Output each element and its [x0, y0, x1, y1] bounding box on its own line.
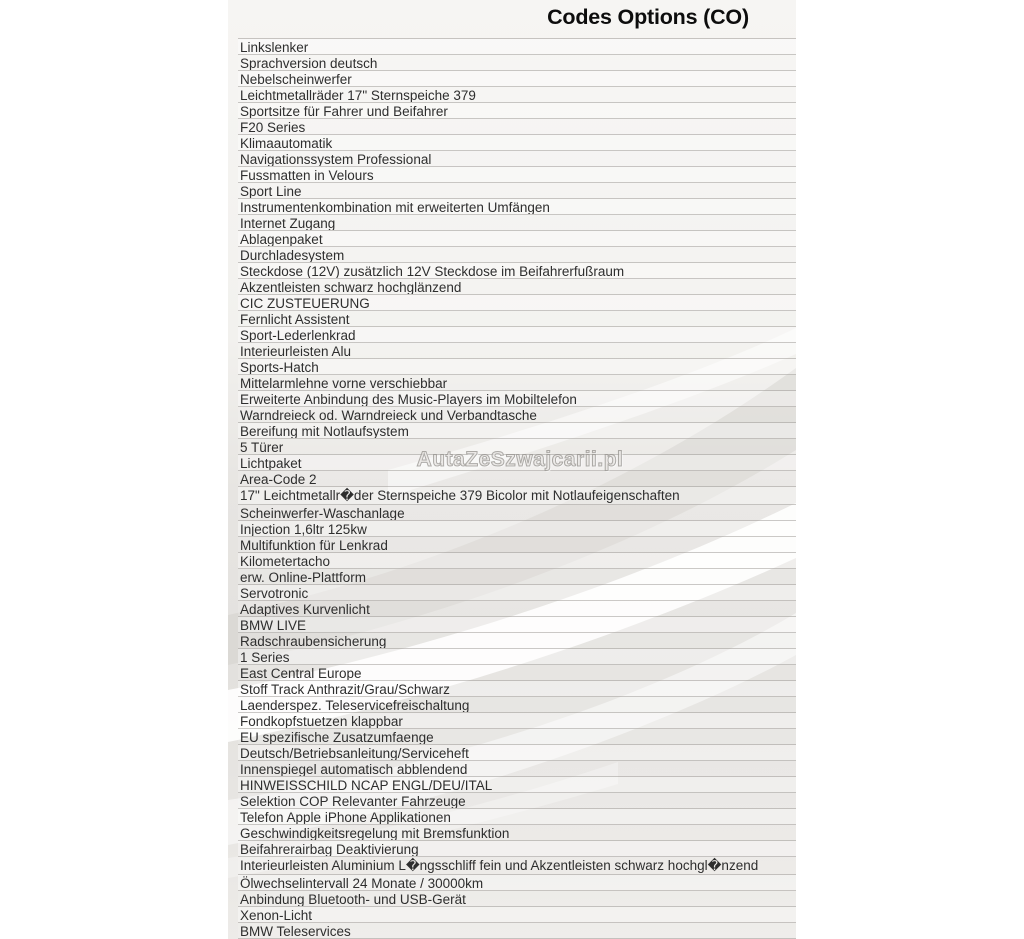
option-row: [238, 729, 796, 745]
page-title: Codes Options (CO): [547, 5, 749, 29]
option-row: [238, 569, 796, 585]
option-row: [238, 875, 796, 891]
option-label: BMW Teleservices: [240, 924, 351, 939]
option-row: [238, 391, 796, 407]
option-label: F20 Series: [240, 120, 306, 135]
option-label: Geschwindigkeitsregelung mit Bremsfunktion: [240, 826, 510, 841]
option-label: Anbindung Bluetooth- und USB-Gerät: [240, 892, 466, 907]
option-row: [238, 825, 796, 841]
option-label: Servotronic: [240, 586, 309, 601]
watermark: AutaZeSzwajcarii.pl: [416, 448, 624, 471]
option-row: [238, 777, 796, 793]
option-row: [238, 343, 796, 359]
option-label: Fussmatten in Velours: [240, 168, 374, 183]
option-label: Laenderspez. Teleservicefreischaltung: [240, 698, 470, 713]
option-row: [238, 215, 796, 231]
option-label: Adaptives Kurvenlicht: [240, 602, 370, 617]
option-label: Ölwechselintervall 24 Monate / 30000km: [240, 876, 484, 891]
option-label: 5 Türer: [240, 440, 284, 455]
option-label: Sport Line: [240, 184, 302, 199]
option-row: [238, 151, 796, 167]
option-row: [238, 649, 796, 665]
option-row: [238, 681, 796, 697]
option-row: [238, 199, 796, 215]
option-row: [238, 487, 796, 505]
option-label: Interieurleisten Aluminium L�ngsschliff fein und Akzentleisten schwarz hochgl�nzend: [240, 858, 759, 873]
option-row: [238, 793, 796, 809]
option-row: [238, 601, 796, 617]
option-row: [238, 135, 796, 151]
option-row: [238, 633, 796, 649]
option-row: [238, 119, 796, 135]
option-label: Xenon-Licht: [240, 908, 313, 923]
option-row: [238, 809, 796, 825]
option-label: Multifunktion für Lenkrad: [240, 538, 388, 553]
option-row: [238, 103, 796, 119]
option-label: Linkslenker: [240, 40, 309, 55]
option-label: Internet Zugang: [240, 216, 336, 231]
option-label: 17" Leichtmetallr�der Sternspeiche 379 Bicolor mit Notlaufeigenschaften: [240, 488, 680, 503]
option-row: [238, 167, 796, 183]
option-label: Leichtmetallräder 17" Sternspeiche 379: [240, 88, 476, 103]
option-label: Mittelarmlehne vorne verschiebbar: [240, 376, 448, 391]
option-row: [238, 55, 796, 71]
option-label: Scheinwerfer-Waschanlage: [240, 506, 405, 521]
option-row: [238, 407, 796, 423]
option-row: [238, 617, 796, 633]
option-row: [238, 71, 796, 87]
option-label: Instrumentenkombination mit erweiterten Umfängen: [240, 200, 550, 215]
option-label: Stoff Track Anthrazit/Grau/Schwarz: [240, 682, 450, 697]
option-label: Fondkopfstuetzen klappbar: [240, 714, 403, 729]
table-header: [238, 0, 796, 39]
option-label: Telefon Apple iPhone Applikationen: [240, 810, 451, 825]
option-row: [238, 761, 796, 777]
option-row: [238, 375, 796, 391]
option-row: [238, 359, 796, 375]
option-row: [238, 471, 796, 487]
option-label: Interieurleisten Alu: [240, 344, 352, 359]
option-label: Beifahrerairbag Deaktivierung: [240, 842, 419, 857]
option-row: [238, 423, 796, 439]
option-row: [238, 87, 796, 103]
option-row: [238, 537, 796, 553]
option-row: [238, 923, 796, 939]
option-row: [238, 505, 796, 521]
option-label: BMW LIVE: [240, 618, 307, 633]
option-label: Deutsch/Betriebsanleitung/Serviceheft: [240, 746, 469, 761]
option-row: [238, 841, 796, 857]
option-label: Akzentleisten schwarz hochglänzend: [240, 280, 462, 295]
option-label: Fernlicht Assistent: [240, 312, 350, 327]
options-list: [228, 39, 796, 939]
option-row: [238, 553, 796, 569]
option-label: Warndreieck od. Warndreieck und Verbandtasche: [240, 408, 537, 423]
option-label: HINWEISSCHILD NCAP ENGL/DEU/ITAL: [240, 778, 493, 793]
option-label: Area-Code 2: [240, 472, 317, 487]
option-label: Sport-Lederlenkrad: [240, 328, 356, 343]
option-row: [238, 311, 796, 327]
option-label: CIC ZUSTEUERUNG: [240, 296, 370, 311]
option-label: Bereifung mit Notlaufsystem: [240, 424, 409, 439]
option-label: erw. Online-Plattform: [240, 570, 367, 585]
option-label: Sportsitze für Fahrer und Beifahrer: [240, 104, 448, 119]
option-row: [238, 263, 796, 279]
option-label: Selektion COP Relevanter Fahrzeuge: [240, 794, 466, 809]
option-row: [238, 39, 796, 55]
option-label: 1 Series: [240, 650, 290, 665]
option-row: [238, 327, 796, 343]
option-label: Sprachversion deutsch: [240, 56, 378, 71]
option-label: Sports-Hatch: [240, 360, 319, 375]
option-row: [238, 521, 796, 537]
option-label: East Central Europe: [240, 666, 362, 681]
option-label: Innenspiegel automatisch abblendend: [240, 762, 468, 777]
option-label: Lichtpaket: [240, 456, 302, 471]
content-panel: [228, 0, 796, 939]
option-row: [238, 665, 796, 681]
option-row: [238, 247, 796, 263]
option-label: Klimaautomatik: [240, 136, 333, 151]
option-label: Erweiterte Anbindung des Music-Players im Mobiltelefon: [240, 392, 577, 407]
option-label: Injection 1,6ltr 125kw: [240, 522, 367, 537]
option-row: [238, 183, 796, 199]
option-row: [238, 231, 796, 247]
option-row: [238, 279, 796, 295]
option-label: Radschraubensicherung: [240, 634, 387, 649]
option-label: Durchladesystem: [240, 248, 345, 263]
option-row: [238, 891, 796, 907]
option-label: Navigationssystem Professional: [240, 152, 432, 167]
option-label: Ablagenpaket: [240, 232, 323, 247]
option-label: Steckdose (12V) zusätzlich 12V Steckdose im Beifahrerfußraum: [240, 264, 625, 279]
option-row: [238, 713, 796, 729]
option-label: Nebelscheinwerfer: [240, 72, 352, 87]
option-row: [238, 697, 796, 713]
option-label: EU spezifische Zusatzumfaenge: [240, 730, 434, 745]
option-row: [238, 295, 796, 311]
option-row: [238, 857, 796, 875]
option-row: [238, 745, 796, 761]
option-row: [238, 907, 796, 923]
option-label: Kilometertacho: [240, 554, 331, 569]
option-row: [238, 585, 796, 601]
